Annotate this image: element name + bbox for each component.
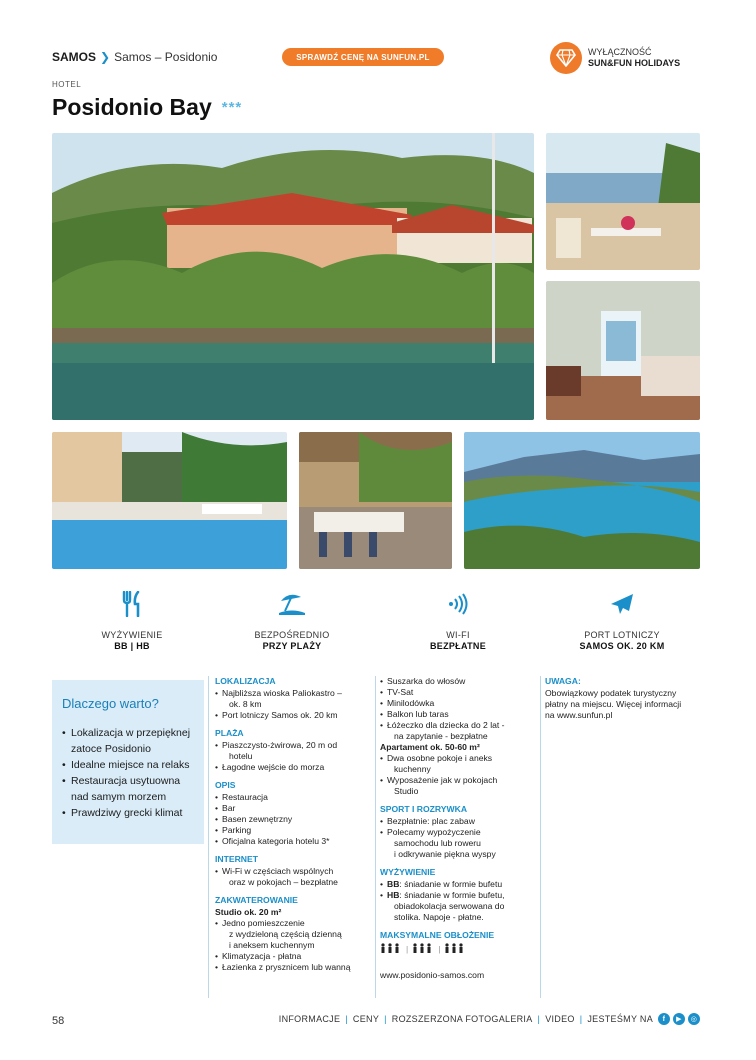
feature-beach (212, 590, 372, 651)
balcony-photo[interactable] (546, 133, 700, 270)
list-item: • Basen zewnętrzny (215, 814, 371, 825)
list-item: z wydzieloną częścią dzienną (229, 929, 342, 939)
info-column-2 (380, 676, 535, 981)
list-item: • Minilodówka (380, 698, 535, 709)
footer-link-gallery[interactable]: ROZSZERZONA FOTOGALERIA (391, 1014, 533, 1024)
why-title: Dlaczego warto? (62, 696, 159, 711)
feature-meals (52, 590, 212, 651)
brand-badge (550, 42, 680, 74)
breadcrumb (52, 50, 217, 64)
section-internet-title: INTERNET (215, 854, 258, 864)
facebook-icon[interactable]: f (658, 1013, 670, 1025)
list-item: Studio (394, 786, 419, 796)
list-item: • Najbliższa wioska Paliokastro – (215, 688, 371, 699)
list-item: • Łazienka z prysznicem lub wanną (215, 962, 371, 973)
notice-line: na www.sunfun.pl (545, 710, 613, 720)
list-item (380, 890, 535, 901)
list-item: • Balkon lub taras (380, 709, 535, 720)
bay-panorama-photo[interactable] (464, 432, 700, 569)
footer-link-video[interactable]: VIDEO (545, 1014, 575, 1024)
feature-airport (542, 590, 702, 651)
list-item: • Parking (215, 825, 371, 836)
notice-line: Obowiązkowy podatek turystyczny (545, 688, 677, 698)
airplane-icon (542, 590, 702, 618)
meal-code-hb: HB (387, 890, 400, 900)
why-item: • Prawdziwy grecki klimat (62, 805, 194, 821)
list-item: i aneksem kuchennym (229, 940, 315, 950)
feature-beach-label: BEZPOŚREDNIO (254, 630, 330, 640)
feature-airport-value: SAMOS OK. 20 KM (579, 641, 665, 651)
room-photo[interactable] (546, 281, 700, 420)
section-sport-title: SPORT I ROZRYWKA (380, 804, 468, 814)
footer-nav: INFORMACJE | CENY | ROZSZERZONA FOTOGALERIA | VIDEO | JESTEŚMY NA f ▶ ◎ (279, 1013, 700, 1025)
list-item: • Oficjalna kategoria hotelu 3* (215, 836, 371, 847)
wifi-icon (378, 590, 538, 618)
person-group-icon (412, 943, 434, 956)
hotel-type-label: HOTEL (52, 80, 82, 89)
feature-airport-label: PORT LOTNICZY (584, 630, 660, 640)
section-meals-title: WYŻYWIENIE (380, 867, 436, 877)
main-hotel-photo[interactable] (52, 133, 534, 420)
cutlery-icon (52, 590, 212, 618)
instagram-icon[interactable]: ◎ (688, 1013, 700, 1025)
feature-wifi-label: WI-FI (446, 630, 470, 640)
person-group-icon (380, 943, 402, 956)
meal-code-bb: BB (387, 879, 400, 889)
column-divider (540, 676, 541, 998)
chevron-right-icon: ❯ (100, 50, 111, 64)
list-item (380, 879, 535, 890)
section-beach-title: PLAŻA (215, 728, 244, 738)
person-group-icon (444, 943, 466, 956)
breadcrumb-location[interactable]: Samos – Posidonio (114, 50, 218, 64)
beach-umbrella-icon (212, 590, 372, 618)
restaurant-photo[interactable] (299, 432, 452, 569)
list-item: oraz w pokojach – bezpłatne (229, 877, 338, 887)
diamond-logo-icon (550, 42, 582, 74)
list-item: hotelu (229, 751, 253, 761)
hotel-website-link[interactable]: www.posidonio-samos.com (380, 970, 485, 980)
rating-stars: *** (221, 99, 243, 116)
list-item: • Dwa osobne pokoje i aneks (380, 753, 535, 764)
list-item: samochodu lub roweru (394, 838, 481, 848)
list-item: stolika. Napoje - płatne. (394, 912, 484, 922)
list-item: obiadokolacja serwowana do (394, 901, 505, 911)
page-number: 58 (52, 1015, 65, 1027)
list-item: • Piaszczysto-żwirowa, 20 m od (215, 740, 371, 751)
list-item: na zapytanie - bezpłatne (394, 731, 488, 741)
list-item: • Wyposażenie jak w pokojach (380, 775, 535, 786)
list-item: • Wi-Fi w częściach wspólnych (215, 866, 371, 877)
list-item: ok. 8 km (229, 699, 262, 709)
feature-beach-value: PRZY PLAŻY (262, 641, 322, 651)
list-item: • Restauracja (215, 792, 371, 803)
brand-line2: SUN&FUN HOLIDAYS (588, 58, 681, 68)
feature-wifi (378, 590, 538, 651)
feature-wifi-value: BEZPŁATNE (429, 641, 487, 651)
list-item: kuchenny (394, 764, 431, 774)
meal-text-bb: : śniadanie w formie bufetu (399, 879, 503, 889)
list-item: • Łóżeczko dla dziecka do 2 lat - (380, 720, 535, 731)
apartment-heading: Apartament ok. 50-60 m² (380, 742, 480, 752)
footer-link-prices[interactable]: CENY (352, 1014, 380, 1024)
occupancy-icons: | | (380, 943, 535, 956)
why-item: • Restauracja usytuowna nad samym morzem (62, 773, 194, 805)
info-column-1 (215, 676, 371, 973)
list-item: • TV-Sat (380, 687, 535, 698)
list-item: • Jedno pomieszczenie (215, 918, 371, 929)
list-item: • Suszarka do włosów (380, 676, 535, 687)
check-price-button[interactable]: SPRAWDŹ CENĘ NA SUNFUN.PL (282, 48, 444, 66)
brand-line1: WYŁĄCZNOŚĆ (588, 47, 652, 57)
list-item: • Klimatyzacja - płatna (215, 951, 371, 962)
info-column-3 (545, 676, 705, 721)
section-location-title: LOKALIZACJA (215, 676, 276, 686)
why-box (52, 680, 204, 844)
column-divider (208, 676, 209, 998)
why-item: • Lokalizacja w przepięknej zatoce Posidonio (62, 725, 194, 757)
features-row (52, 590, 702, 660)
meal-text-hb: : śniadanie w formie bufetu, (399, 890, 505, 900)
list-item: i odkrywanie piękna wyspy (394, 849, 496, 859)
pool-photo[interactable] (52, 432, 287, 569)
breadcrumb-region[interactable]: SAMOS (52, 50, 97, 64)
feature-meals-label: WYŻYWIENIE (101, 630, 163, 640)
list-item: • Łagodne wejście do morza (215, 762, 371, 773)
column-divider (375, 676, 376, 998)
youtube-icon[interactable]: ▶ (673, 1013, 685, 1025)
why-item: • Idealne miejsce na relaks (62, 757, 194, 773)
feature-meals-value: BB | HB (114, 641, 150, 651)
page-title (52, 94, 242, 121)
hotel-name: Posidonio Bay (52, 94, 212, 120)
footer-social-label: JESTEŚMY NA (587, 1014, 653, 1024)
why-list (62, 725, 194, 821)
list-item: • Bar (215, 803, 371, 814)
studio-heading: Studio ok. 20 m² (215, 907, 282, 917)
section-description-title: OPIS (215, 780, 236, 790)
notice-title: UWAGA: (545, 676, 581, 686)
notice-line: płatny na miejscu. Więcej informacji (545, 699, 682, 709)
list-item: • Bezpłatnie: plac zabaw (380, 816, 535, 827)
section-accommodation-title: ZAKWATEROWANIE (215, 895, 298, 905)
list-item: • Port lotniczy Samos ok. 20 km (215, 710, 371, 721)
list-item: • Polecamy wypożyczenie (380, 827, 535, 838)
footer-link-info[interactable]: INFORMACJE (278, 1014, 341, 1024)
section-occupancy-title: MAKSYMALNE OBŁOŻENIE (380, 930, 495, 940)
